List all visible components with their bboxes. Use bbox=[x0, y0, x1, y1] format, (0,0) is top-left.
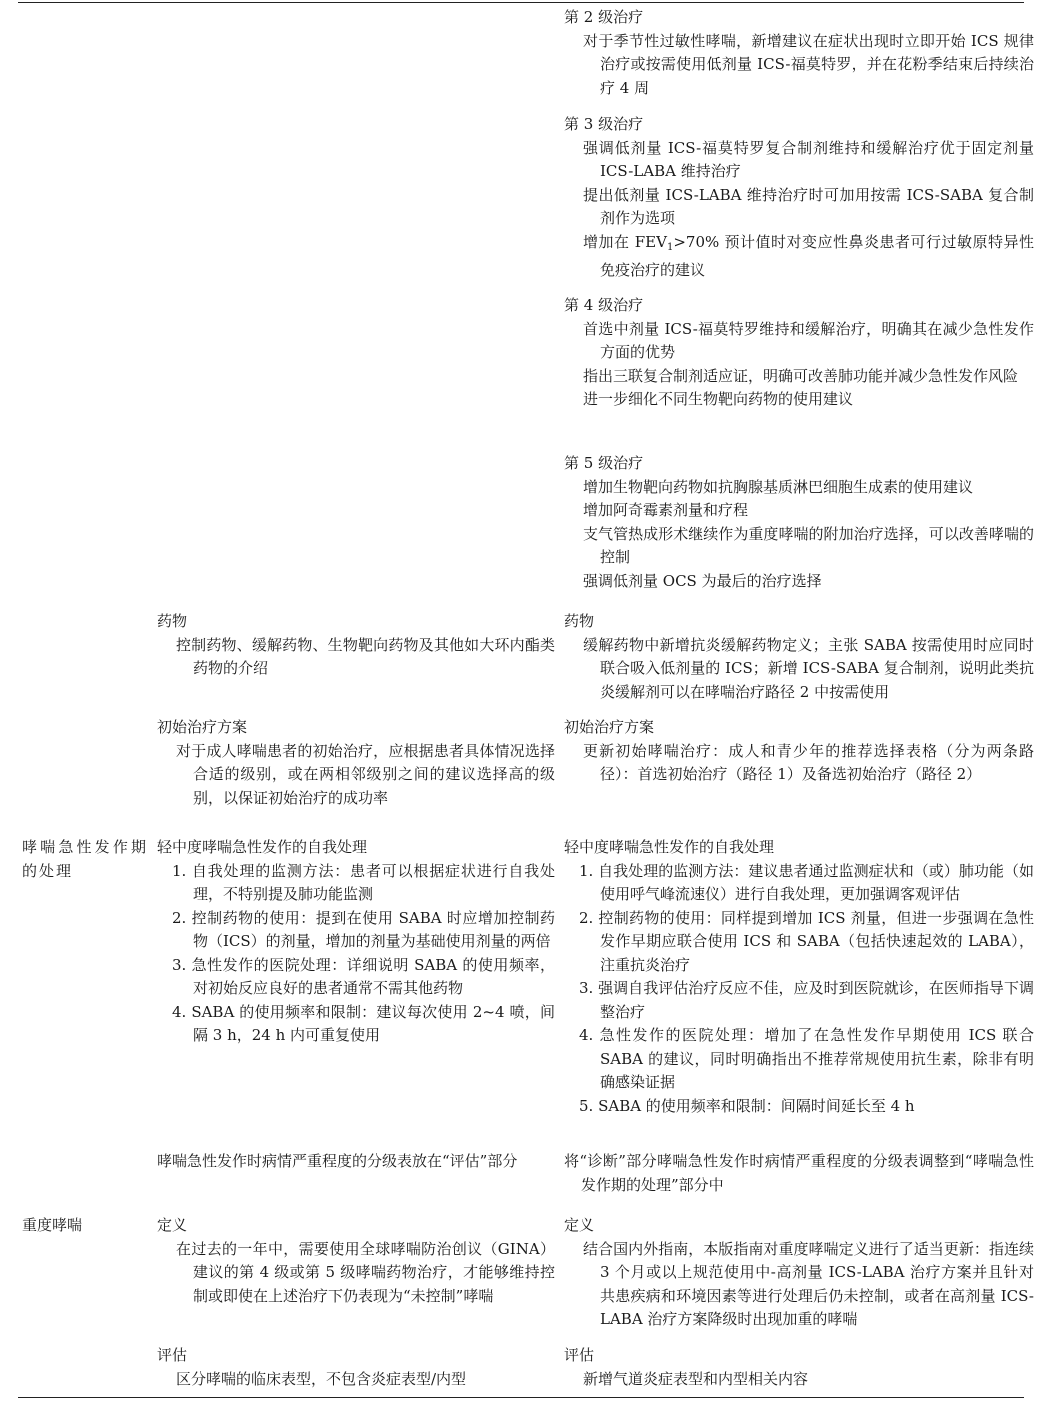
severe-label bbox=[22, 1214, 150, 1238]
exacerbation-new-item: 4. 急性发作的医院处理：增加了在急性发作早期使用 ICS 联合 SABA 的建议，同时明确指出不推荐常规使用抗生素，除非有明确感染证据 bbox=[579, 1026, 1034, 1091]
step5-block bbox=[564, 452, 1034, 593]
fev-text-pre: 增加在 FEV bbox=[583, 232, 667, 251]
table-bottom-rule bbox=[18, 1397, 1024, 1398]
severity-new-block bbox=[564, 1150, 1034, 1197]
severe-def-old-heading: 定义 bbox=[157, 1216, 188, 1234]
severe-label-text: 重度哮喘 bbox=[22, 1216, 83, 1234]
severe-eval-old-block bbox=[157, 1344, 555, 1391]
drugs-new-block bbox=[564, 610, 1034, 704]
step5-heading: 第 5 级治疗 bbox=[564, 454, 644, 472]
exacerbation-old-item: 1. 自我处理的监测方法：患者可以根据症状进行自我处理，不特别提及肺功能监测 bbox=[172, 861, 555, 903]
fev-text-post: >70% 预计值时对变应性鼻炎患者可行过敏原特异性免疫治疗的建议 bbox=[600, 232, 1034, 279]
step5-item: 增加阿奇霉素剂量和疗程 bbox=[583, 501, 749, 519]
severity-new-text: 将“诊断”部分哮喘急性发作时病情严重程度的分级表调整到“哮喘急性发作期的处理”部分中 bbox=[564, 1152, 1034, 1194]
step3-item: 提出低剂量 ICS-LABA 维持治疗时可加用按需 ICS-SABA 复合制剂作为选项 bbox=[583, 185, 1034, 227]
severe-eval-old-text: 区分哮喘的临床表型，不包含炎症表型/内型 bbox=[176, 1369, 467, 1388]
step2-heading: 第 2 级治疗 bbox=[564, 8, 644, 26]
severity-old-text: 哮喘急性发作时病情严重程度的分级表放在“评估”部分 bbox=[157, 1152, 518, 1170]
step3-heading: 第 3 级治疗 bbox=[564, 115, 644, 133]
exacerbation-old-item: 2. 控制药物的使用：提到在使用 SABA 时应增加控制药物（ICS）的剂量，增加的剂量为基础使用剂量的两倍 bbox=[172, 908, 555, 950]
step4-block bbox=[564, 294, 1034, 412]
exacerbation-new-item: 1. 自我处理的监测方法：建议患者通过监测症状和（或）肺功能（如使用呼气峰流速仪）进行自我处理，更加强调客观评估 bbox=[579, 861, 1034, 903]
severe-eval-old-heading: 评估 bbox=[157, 1346, 188, 1364]
severe-def-new-text: 结合国内外指南，本版指南对重度哮喘定义进行了适当更新：指连续 3 个月或以上规范使用中-高剂量 ICS-LABA 治疗方案并且针对共患疾病和环境因素等进行处理后仍未控制，或者在高剂量 ICS-LABA 治疗方案降级时出现加重的哮喘 bbox=[583, 1239, 1034, 1328]
table-top-rule bbox=[18, 2, 1024, 3]
exacerbation-new-block bbox=[564, 836, 1034, 1118]
step4-item: 指出三联复合制剂适应证，明确可改善肺功能并减少急性发作风险 bbox=[583, 366, 1019, 385]
severe-def-old-block bbox=[157, 1214, 555, 1308]
drugs-new-text: 缓解药物中新增抗炎缓解药物定义；主张 SABA 按需使用时应同时联合吸入低剂量的 ICS；新增 ICS-SABA 复合制剂，说明此类抗炎缓解剂可以在哮喘治疗路径 2 中按需使用 bbox=[583, 635, 1034, 701]
severe-def-old-text: 在过去的一年中，需要使用全球哮喘防治创议（GINA）建议的第 4 级或第 5 级哮喘药物治疗，才能够维持控制或即使在上述治疗下仍表现为“未控制”哮喘 bbox=[176, 1239, 555, 1305]
exacerbation-new-heading: 轻中度哮喘急性发作的自我处理 bbox=[564, 838, 775, 856]
initial-new-text: 更新初始哮喘治疗：成人和青少年的推荐选择表格（分为两条路径）：首选初始治疗（路径 1）及备选初始治疗（路径 2） bbox=[583, 741, 1034, 783]
severe-def-new-heading: 定义 bbox=[564, 1216, 595, 1234]
fev-subscript: 1 bbox=[666, 241, 674, 253]
step4-heading: 第 4 级治疗 bbox=[564, 296, 644, 314]
exacerbation-new-item: 3. 强调自我评估治疗反应不佳，应及时到医院就诊，在医师指导下调整治疗 bbox=[579, 979, 1034, 1021]
step2-block bbox=[564, 6, 1034, 100]
exacerbation-old-item: 4. SABA 的使用频率和限制：建议每次使用 2~4 喷，间隔 3 h，24 h 内可重复使用 bbox=[172, 1002, 555, 1044]
step4-item: 进一步细化不同生物靶向药物的使用建议 bbox=[583, 390, 854, 408]
initial-new-block bbox=[564, 716, 1034, 787]
severe-def-new-block bbox=[564, 1214, 1034, 1332]
exacerbation-old-item: 3. 急性发作的医院处理：详细说明 SABA 的使用频率，对初始反应良好的患者通常不需其他药物 bbox=[172, 955, 555, 997]
severe-eval-new-heading: 评估 bbox=[564, 1346, 595, 1364]
severe-eval-new-text: 新增气道炎症表型和内型相关内容 bbox=[583, 1369, 809, 1388]
exacerbation-new-item: 2. 控制药物的使用：同样提到增加 ICS 剂量，但进一步强调在急性发作早期应联合使用 ICS 和 SABA（包括快速起效的 LABA），注重抗炎治疗 bbox=[579, 908, 1034, 974]
step5-item: 支气管热成形术继续作为重度哮喘的附加治疗选择，可以改善哮喘的控制 bbox=[583, 524, 1034, 566]
drugs-new-heading: 药物 bbox=[564, 612, 595, 630]
severe-eval-new-block bbox=[564, 1344, 1034, 1391]
severity-old-block bbox=[157, 1150, 555, 1174]
exacerbation-label bbox=[22, 836, 148, 883]
exacerbation-label-text: 哮喘急性发作期的处理 bbox=[22, 838, 148, 880]
step4-item: 首选中剂量 ICS-福莫特罗维持和缓解治疗，明确其在减少急性发作方面的优势 bbox=[583, 319, 1034, 361]
initial-new-heading: 初始治疗方案 bbox=[564, 718, 655, 736]
drugs-old-text: 控制药物、缓解药物、生物靶向药物及其他如大环内酯类药物的介绍 bbox=[176, 635, 555, 677]
initial-old-text: 对于成人哮喘患者的初始治疗，应根据患者具体情况选择合适的级别，或在两相邻级别之间的建议选择高的级别，以保证初始治疗的成功率 bbox=[176, 741, 555, 807]
step5-item: 强调低剂量 OCS 为最后的治疗选择 bbox=[583, 571, 822, 590]
step3-block bbox=[564, 113, 1034, 283]
initial-old-block bbox=[157, 716, 555, 810]
drugs-old-heading: 药物 bbox=[157, 612, 188, 630]
exacerbation-old-heading: 轻中度哮喘急性发作的自我处理 bbox=[157, 838, 368, 856]
drugs-old-block bbox=[157, 610, 555, 681]
exacerbation-old-block bbox=[157, 836, 555, 1048]
step3-item-fev1 bbox=[564, 231, 1034, 283]
step3-item: 强调低剂量 ICS-福莫特罗复合制剂维持和缓解治疗优于固定剂量 ICS-LABA 维持治疗 bbox=[583, 138, 1034, 180]
initial-old-heading: 初始治疗方案 bbox=[157, 718, 248, 736]
step2-item: 对于季节性过敏性哮喘，新增建议在症状出现时立即开始 ICS 规律治疗或按需使用低剂量 ICS-福莫特罗，并在花粉季结束后持续治疗 4 周 bbox=[583, 31, 1034, 97]
exacerbation-new-item: 5. SABA 的使用频率和限制：间隔时间延长至 4 h bbox=[579, 1096, 915, 1115]
step5-item: 增加生物靶向药物如抗胸腺基质淋巴细胞生成素的使用建议 bbox=[583, 477, 974, 496]
